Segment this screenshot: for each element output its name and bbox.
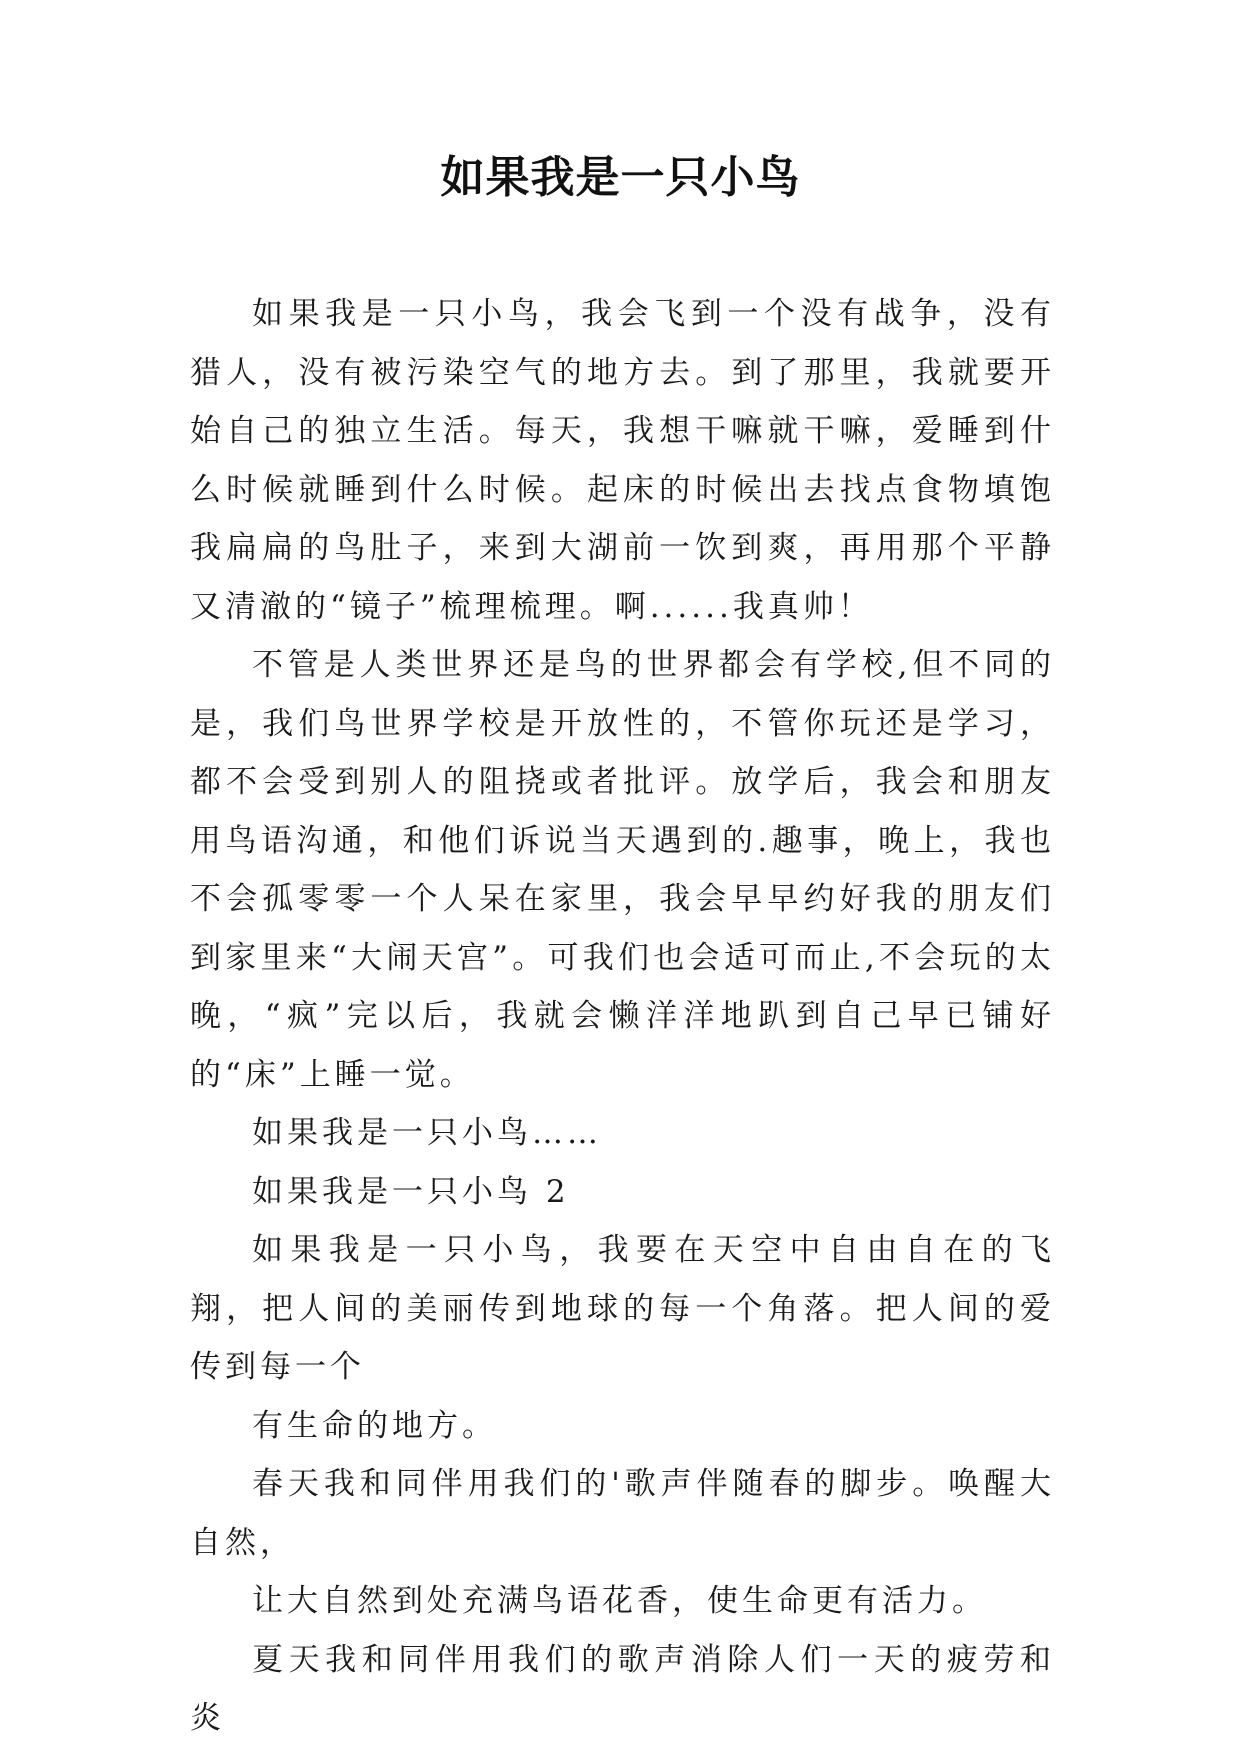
document-body <box>190 285 1055 1748</box>
document-title: 如果我是一只小鸟 <box>440 152 801 203</box>
paragraph: 如果我是一只小鸟 2 <box>252 1173 570 1210</box>
paragraph: 有生命的地方。 <box>252 1407 497 1444</box>
paragraph: 如果我是一只小鸟，我要在天空中自由自在的飞翔，把人间的美丽传到地球的每一个角落。把人间的爱传到每一个 <box>190 1232 1055 1385</box>
paragraph: 如果我是一只小鸟…… <box>252 1115 602 1151</box>
paragraph: 夏天我和同伴用我们的歌声消除人们一天的疲劳和炎 <box>190 1641 1055 1736</box>
paragraph: 如果我是一只小鸟，我会飞到一个没有战争，没有猎人，没有被污染空气的地方去。到了那里，我就要开始自己的独立生活。每天，我想干嘛就干嘛，爱睡到什么时候就睡到什么时候。起床的时候出去找点食物填饱我扁扁的鸟肚子，来到大湖前一饮到爽，再用那个平静又清澈的“镜子”梳理梳理。啊......我真帅！ <box>190 296 1055 625</box>
paragraph: 让大自然到处充满鸟语花香，使生命更有活力。 <box>252 1583 987 1619</box>
paragraph: 不管是人类世界还是鸟的世界都会有学校,但不同的是，我们鸟世界学校是开放性的，不管你玩还是学习，都不会受到别人的阻挠或者批评。放学后，我会和朋友用鸟语沟通，和他们诉说当天遇到的.趣事，晚上，我也不会孤零零一个人呆在家里，我会早早约好我的朋友们到家里来“大闹天宫”。可我们也会适可而止,不会玩的太晚，“疯”完以后，我就会懒洋洋地趴到自己早已铺好的“床”上睡一觉。 <box>190 647 1055 1093</box>
paragraph: 春天我和同伴用我们的'歌声伴随春的脚步。唤醒大自然， <box>190 1466 1055 1561</box>
